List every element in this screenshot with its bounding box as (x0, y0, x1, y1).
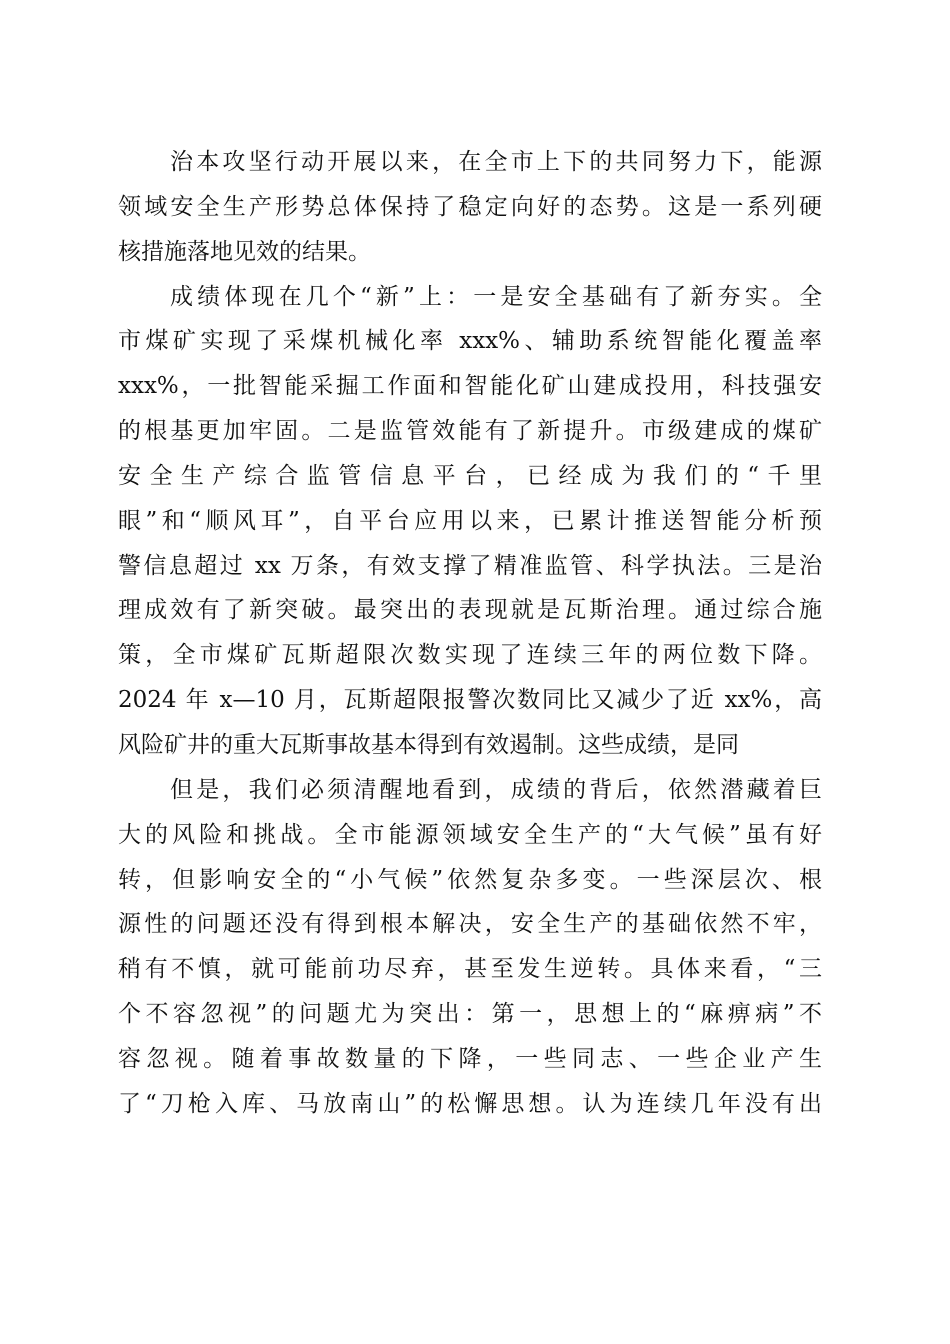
paragraph-line: 理成效有了新突破。最突出的表现就是瓦斯治理。通过综合施 (118, 597, 822, 624)
paragraph-2 (118, 275, 822, 768)
paragraph-line: 了“刀枪入库、马放南山”的松懈思想。认为连续几年没有出 (118, 1090, 822, 1117)
paragraph-line: 源性的问题还没有得到根本解决，安全生产的基础依然不牢， (118, 911, 822, 938)
paragraph-line: 眼”和“顺风耳”，自平台应用以来，已累计推送智能分析预 (118, 507, 822, 534)
paragraph-line: 但是，我们必须清醒地看到，成绩的背后，依然潜藏着巨 (170, 776, 822, 803)
paragraph-line: 市煤矿实现了采煤机械化率 xxx%、辅助系统智能化覆盖率 (118, 328, 822, 355)
paragraph-line: 2024 年 x—10 月，瓦斯超限报警次数同比又减少了近 xx%，高 (118, 687, 822, 714)
paragraph-line: 容忽视。随着事故数量的下降，一些同志、一些企业产生 (118, 1045, 822, 1072)
paragraph-line: 核措施落地见效的结果。 (118, 238, 371, 265)
paragraph-line: 成绩体现在几个“新”上：一是安全基础有了新夯实。全 (170, 283, 822, 310)
paragraph-line: 的根基更加牢固。二是监管效能有了新提升。市级建成的煤矿 (118, 418, 822, 445)
paragraph-line: 领域安全生产形势总体保持了稳定向好的态势。这是一系列硬 (118, 193, 822, 220)
paragraph-line: 安全生产综合监管信息平台，已经成为我们的“千里 (118, 462, 822, 489)
paragraph-3 (118, 768, 822, 1127)
paragraph-line: 策，全市煤矿瓦斯超限次数实现了连续三年的两位数下降。 (118, 642, 822, 669)
paragraph-line: 风险矿井的重大瓦斯事故基本得到有效遏制。这些成绩，是同 (118, 731, 739, 758)
paragraph-line: xxx%，一批智能采掘工作面和智能化矿山建成投用，科技强安 (118, 373, 822, 400)
paragraph-line: 治本攻坚行动开展以来，在全市上下的共同努力下，能源 (170, 149, 822, 175)
paragraph-line: 警信息超过 xx 万条，有效支撑了精准监管、科学执法。三是治 (118, 552, 822, 579)
body-text (118, 140, 822, 1127)
paragraph-line: 个不容忽视”的问题尤为突出：第一，思想上的“麻痹病”不 (118, 1001, 822, 1028)
paragraph-line: 稍有不慎，就可能前功尽弃，甚至发生逆转。具体来看，“三 (118, 956, 822, 983)
paragraph-1 (118, 140, 822, 275)
paragraph-line: 转，但影响安全的“小气候”依然复杂多变。一些深层次、根 (118, 866, 822, 893)
paragraph-line: 大的风险和挑战。全市能源领域安全生产的“大气候”虽有好 (118, 821, 822, 848)
